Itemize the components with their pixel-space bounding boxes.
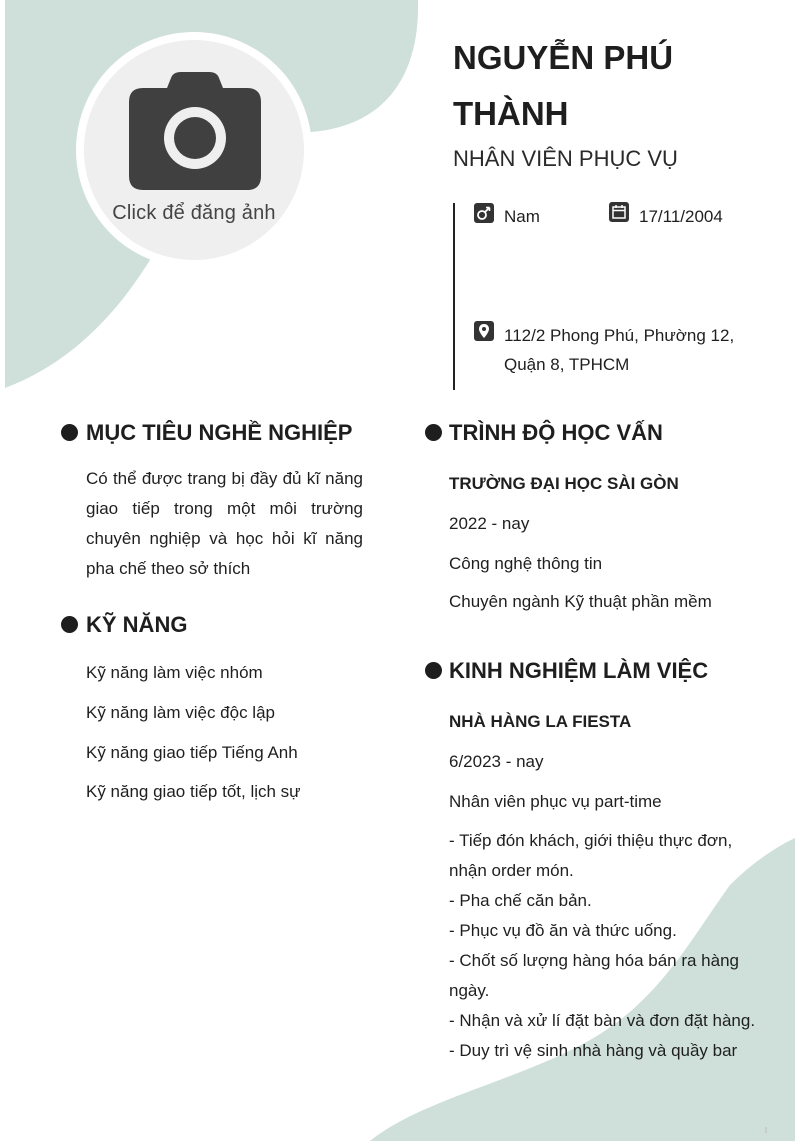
duty-item: - Tiếp đón khách, giới thiệu thực đơn, nhận order món. — [449, 831, 733, 880]
candidate-position: NHÂN VIÊN PHỤC VỤ — [453, 146, 678, 171]
objective-title: MỤC TIÊU NGHỀ NGHIỆP — [86, 420, 353, 445]
candidate-name: NGUYỄN PHÚ THÀNH — [453, 39, 674, 132]
education-field: Công nghệ thông tin — [449, 554, 603, 573]
education-title: TRÌNH ĐỘ HỌC VẤN — [449, 420, 663, 445]
objective-text: Có thể được trang bị đầy đủ kĩ năng giao tiếp trong một môi trường chuyên nghiệp và học hỏi kĩ năng pha chế theo sở thích — [86, 469, 363, 578]
duty-item: - Pha chế căn bản. — [449, 891, 592, 910]
section-bullet — [425, 424, 442, 441]
skill-item: Kỹ năng giao tiếp tốt, lịch sự — [86, 782, 301, 801]
photo-upload-label: Click để đăng ảnh — [112, 202, 276, 224]
company-name: NHÀ HÀNG LA FIESTA — [449, 712, 632, 731]
duty-item: - Duy trì vệ sinh nhà hàng và quầy bar — [449, 1041, 738, 1060]
skill-item: Kỹ năng làm việc nhóm — [86, 663, 263, 682]
duty-item: - Chốt số lượng hàng hóa bán ra hàng ngày. — [449, 951, 740, 1000]
duty-item: - Phục vụ đồ ăn và thức uống. — [449, 921, 677, 940]
photo-placeholder[interactable] — [84, 40, 304, 260]
school-name: TRƯỜNG ĐẠI HỌC SÀI GÒN — [449, 474, 679, 493]
section-bullet — [425, 662, 442, 679]
gender-value: Nam — [504, 207, 540, 226]
experience-period: 6/2023 - nay — [449, 752, 544, 771]
birthdate-value: 17/11/2004 — [639, 207, 723, 226]
skill-item: Kỹ năng giao tiếp Tiếng Anh — [86, 743, 298, 762]
education-major: Chuyên ngành Kỹ thuật phần mềm — [449, 592, 712, 611]
education-period: 2022 - nay — [449, 514, 530, 533]
section-bullet — [61, 424, 78, 441]
calendar-icon — [609, 202, 629, 222]
duty-item: - Nhận và xử lí đặt bàn và đơn đặt hàng. — [449, 1011, 756, 1030]
gender-icon — [474, 203, 494, 223]
duties-list — [449, 826, 767, 1066]
address-value: 112/2 Phong Phú, Phường 12, Quận 8, TPHCM — [504, 326, 735, 374]
camera-icon — [129, 72, 261, 190]
experience-role: Nhân viên phục vụ part-time — [449, 792, 662, 811]
location-icon — [474, 321, 494, 341]
section-bullet — [61, 616, 78, 633]
experience-title: KINH NGHIỆM LÀM VIỆC — [449, 658, 709, 683]
skill-item: Kỹ năng làm việc độc lập — [86, 703, 275, 722]
info-divider — [453, 203, 455, 390]
photo-upload[interactable] — [76, 32, 312, 268]
skills-title: KỸ NĂNG — [86, 612, 188, 637]
